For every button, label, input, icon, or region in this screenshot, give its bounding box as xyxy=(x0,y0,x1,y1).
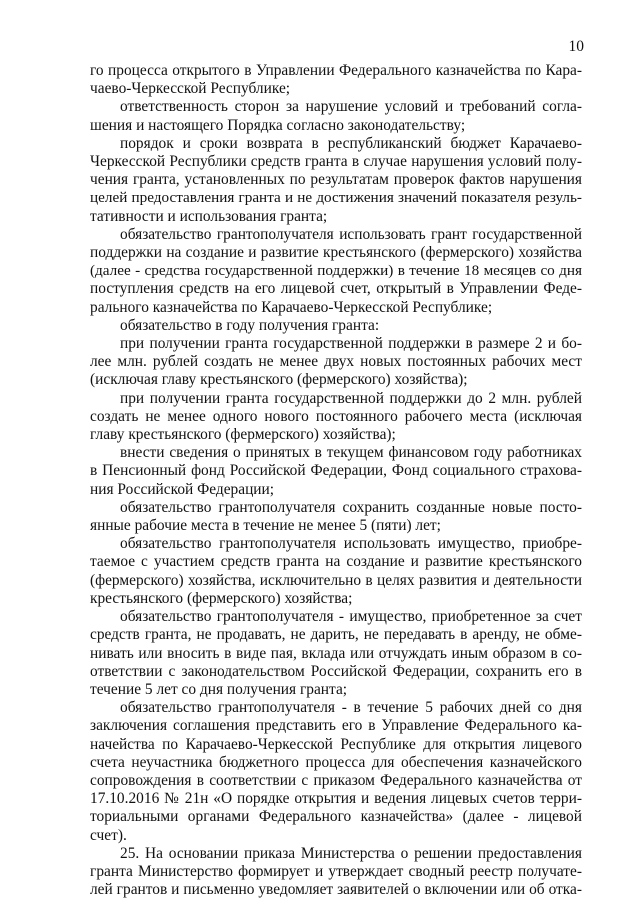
text-line: начейства по Карачаево-Черкесской Республике для открытия лицевого xyxy=(90,735,582,753)
text-line: средств гранта, не продавать, не дарить, не передавать в аренду, не обме- xyxy=(90,626,582,644)
text-line: главу крестьянского (фермерского) хозяйства); xyxy=(90,426,396,444)
text-line: ториальными органами Федерального казначейства» (далее - лицевой xyxy=(90,808,582,826)
text-line: (исключая главу крестьянского (фермерского) хозяйства); xyxy=(90,371,468,389)
text-line: 17.10.2016 № 21н «О порядке открытия и ведения лицевых счетов терри- xyxy=(90,790,582,808)
text-line: 25. На основании приказа Министерства о решении предоставления xyxy=(120,844,582,862)
text-line: рального казначейства по Карачаево-Черкесской Республике; xyxy=(90,298,493,316)
text-line: Черкесской Республики средств гранта в случае нарушения условий полу- xyxy=(90,153,582,171)
text-line: ответствии с законодательством Российской Федерации, сохранить его в xyxy=(90,662,582,680)
text-line: го процесса открытого в Управлении Федерального казначейства по Кара- xyxy=(90,62,582,79)
text-line: ния Российской Федерации; xyxy=(90,480,275,498)
text-line: обязательство грантополучателя - в течение 5 рабочих дней со дня xyxy=(120,699,582,717)
text-line: гранта Министерство формирует и утверждает сводный реестр получате- xyxy=(90,862,582,880)
text-line: (далее - средства государственной поддержки) в течение 18 месяцев со дня xyxy=(90,262,582,280)
page-number: 10 xyxy=(568,38,584,55)
text-line: обязательство грантополучателя использовать имущество, приобре- xyxy=(120,535,582,553)
text-line: таемое с участием средств гранта на создание и развитие крестьянского xyxy=(90,553,582,571)
text-line: в Пенсионный фонд Российской Федерации, Фонд социального страхова- xyxy=(90,462,582,480)
text-line: шения и настоящего Порядка согласно законодательству; xyxy=(90,116,466,134)
document-body xyxy=(90,62,582,899)
text-line: сопровождения в соответствии с приказом Федерального казначейства от xyxy=(90,771,582,789)
text-line: внести сведения о принятых в текущем финансовом году работниках xyxy=(120,444,582,462)
text-line: лей грантов и письменно уведомляет заявителей о включении или об отка- xyxy=(90,881,582,899)
text-line: ответственность сторон за нарушение условий и требований согла- xyxy=(120,98,582,116)
text-line: создать не менее одного нового постоянного рабочего места (исключая xyxy=(90,407,582,425)
text-line: поступления средств на его лицевой счет, открытый в Управлении Феде- xyxy=(90,280,582,298)
text-line: обязательство грантополучателя использовать грант государственной xyxy=(120,225,582,243)
text-line: крестьянского (фермерского) хозяйства; xyxy=(90,589,353,607)
text-line: обязательство грантополучателя - имущество, приобретенное за счет xyxy=(120,608,582,626)
text-line: целей предоставления гранта и не достижения значений показателя резуль- xyxy=(90,189,582,207)
text-line: счета неучастника бюджетного процесса для обеспечения казначейского xyxy=(90,753,582,771)
text-line: тативности и использования гранта; xyxy=(90,207,328,225)
text-line: обязательство в году получения гранта: xyxy=(120,316,380,334)
text-line: порядок и сроки возврата в республиканский бюджет Карачаево- xyxy=(120,134,582,152)
text-line: течение 5 лет со дня получения гранта; xyxy=(90,680,348,698)
text-line: нивать или вносить в виде пая, вклада или отчуждать иным образом в со- xyxy=(90,644,582,662)
text-line: лее млн. рублей создать не менее двух новых постоянных рабочих мест xyxy=(90,353,582,371)
text-line: чаево-Черкесской Республике; xyxy=(90,80,291,98)
text-line: янные рабочие места в течение не менее 5 (пяти) лет; xyxy=(90,517,441,535)
text-line: при получении гранта государственной поддержки в размере 2 и бо- xyxy=(120,335,582,353)
text-line: счет). xyxy=(90,826,127,844)
text-line: обязательство грантополучателя сохранить созданные новые посто- xyxy=(120,498,582,516)
text-line: при получении гранта государственной поддержки до 2 млн. рублей xyxy=(120,389,582,407)
text-line: поддержки на создание и развитие крестьянского (фермерского) хозяйства xyxy=(90,244,582,262)
text-line: (фермерского) хозяйства, исключительно в целях развития и деятельности xyxy=(90,571,582,589)
text-line: чения гранта, установленных по результатам проверок фактов нарушения xyxy=(90,171,582,189)
text-line: заключения соглашения представить его в Управление Федерального ка- xyxy=(90,717,582,735)
